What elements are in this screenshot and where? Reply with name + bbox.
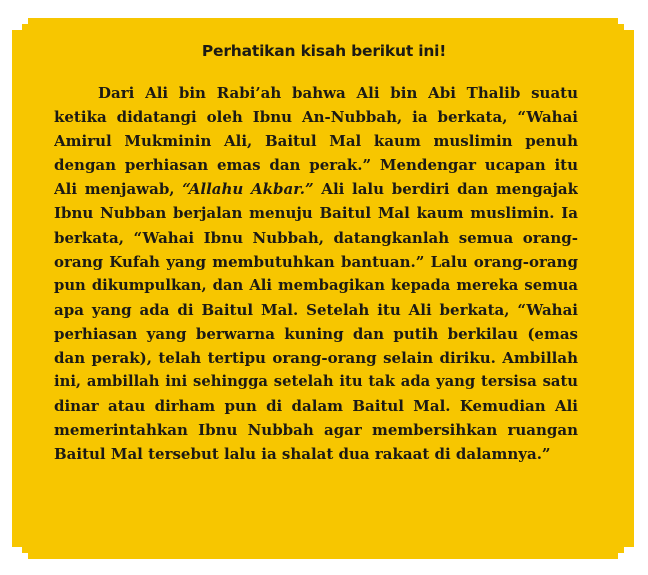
story-line: dan perak), telah tertipu orang-orang selain diriku. Ambillah xyxy=(54,349,578,368)
story-line: berkata, “Wahai Ibnu Nubbah, datangkanlah semua orang- xyxy=(54,228,578,247)
story-line: Baitul Mal tersebut lalu ia shalat dua rakaat di dalamnya.” xyxy=(54,445,551,464)
story-line: ketika didatangi oleh Ibnu An-Nubbah, ia berkata, “Wahai xyxy=(54,108,578,127)
story-line: Ibnu Nubban berjalan menuju Baitul Mal kaum muslimin. Ia xyxy=(54,204,578,223)
story-line: orang Kufah yang membutuhkan bantuan.” Lalu orang-orang xyxy=(54,252,578,271)
story-line: ini, ambillah ini sehingga setelah itu tak ada yang tersisa satu xyxy=(54,373,578,391)
story-line: memerintahkan Ibnu Nubbah agar membersihkan ruangan xyxy=(54,421,578,440)
story-line: perhiasan yang berwarna kuning dan putih berkilau (emas xyxy=(54,324,578,343)
story-line-start: Ali menjawab, xyxy=(54,180,183,199)
story-line: Amirul Mukminin Ali, Baitul Mal kaum muslimin penuh xyxy=(54,132,578,151)
story-line xyxy=(54,177,578,201)
story-text xyxy=(54,81,578,467)
story-quote-italic: “Allahu Akbar.” xyxy=(182,180,314,199)
story-line: pun dikumpulkan, dan Ali membagikan kepada mereka semua xyxy=(54,276,578,294)
story-line: apa yang ada di Baitul Mal. Setelah itu Ali berkata, “Wahai xyxy=(54,300,578,319)
story-line: Dari Ali bin Rabi’ah bahwa Ali bin Abi Thalib suatu xyxy=(98,84,578,102)
story-line-end: Ali lalu berdiri dan mengajak xyxy=(313,180,578,199)
story-line: dinar atau dirham pun di dalam Baitul Mal. Kemudian Ali xyxy=(54,397,578,416)
story-title: Perhatikan kisah berikut ini! xyxy=(201,42,447,60)
story-line: dengan perhiasan emas dan perak.” Mendengar ucapan itu xyxy=(54,156,578,175)
